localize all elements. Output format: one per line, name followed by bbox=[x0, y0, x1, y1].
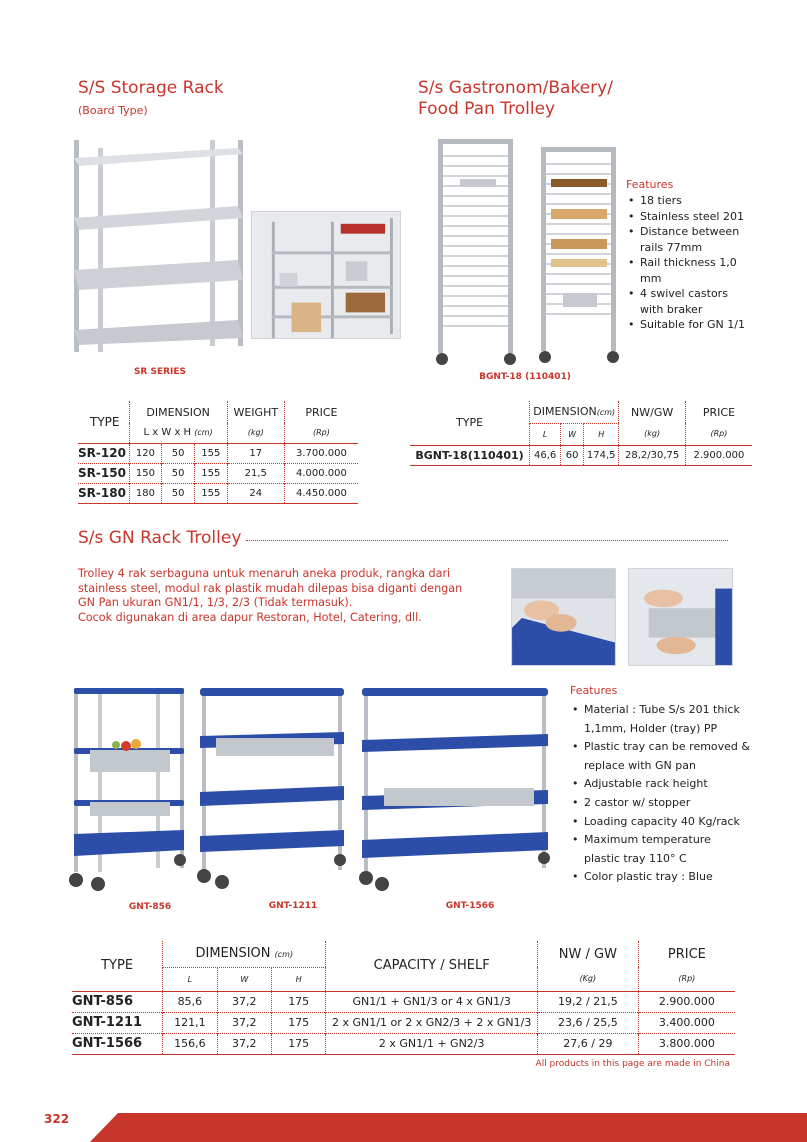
gnt-l-header: L bbox=[163, 967, 217, 991]
gnt-row-nwgw: 19,2 / 21,5 bbox=[537, 991, 638, 1012]
description-line: GN Pan ukuran GN1/1, 1/3, 2/3 (Tidak termasuk). bbox=[78, 596, 353, 609]
gnt-dimension-unit: (cm) bbox=[274, 950, 294, 960]
table-row bbox=[410, 445, 752, 465]
gn-rack-features bbox=[570, 684, 750, 887]
feature-item: • Suitable for GN 1/1 bbox=[626, 317, 746, 333]
gn-rack-features-title: Features bbox=[570, 684, 618, 697]
storage-rack-image bbox=[70, 140, 248, 352]
description-line: Trolley 4 rak serbaguna untuk menaruh aneka produk, rangka dari bbox=[78, 567, 451, 580]
gnt-price-header: PRICE bbox=[638, 941, 735, 967]
gnt-h-header: H bbox=[271, 967, 325, 991]
gastronom-table bbox=[410, 401, 752, 466]
bgnt-nwgw-unit: (kg) bbox=[619, 423, 686, 445]
sr-row-l: 120 bbox=[129, 443, 162, 463]
sr-row-w: 50 bbox=[162, 463, 195, 483]
gnt-row-capacity: 2 x GN1/1 or 2 x GN2/3 + 2 x GN1/3 bbox=[326, 1012, 538, 1033]
gnt-row-capacity: 2 x GN1/1 + GN2/3 bbox=[326, 1033, 538, 1054]
sr-weight-header: WEIGHT bbox=[227, 401, 284, 423]
feature-item: • 2 castor w/ stopper bbox=[570, 794, 750, 813]
sr-row-l: 150 bbox=[129, 463, 162, 483]
gnt-row-type: GNT-1566 bbox=[72, 1036, 143, 1051]
bgnt-type-header: TYPE bbox=[456, 416, 484, 430]
page-number: 322 bbox=[44, 1112, 70, 1126]
description-line: stainless steel, modul rak plastik mudah dilepas bisa diganti dengan bbox=[78, 581, 463, 595]
bgnt-h-header: H bbox=[584, 423, 619, 445]
feature-item: • Rail thickness 1,0 mm bbox=[626, 255, 746, 286]
gnt-row-h: 175 bbox=[271, 1033, 325, 1054]
gnt-row-l: 156,6 bbox=[163, 1033, 217, 1054]
gastronom-caption: BGNT-18 (110401) bbox=[479, 372, 571, 382]
sr-row-price: 3.700.000 bbox=[284, 443, 358, 463]
trolley-image-loaded bbox=[537, 143, 621, 365]
sr-row-h: 155 bbox=[194, 463, 227, 483]
footer-bar bbox=[90, 1113, 807, 1142]
gnt-row-h: 175 bbox=[271, 1012, 325, 1033]
table-row bbox=[78, 443, 358, 463]
table-row bbox=[72, 1012, 735, 1033]
sr-row-price: 4.000.000 bbox=[284, 463, 358, 483]
gnt-row-h: 175 bbox=[271, 991, 325, 1012]
sr-row-type: SR-150 bbox=[78, 466, 126, 480]
gn-rack-title: S/s GN Rack Trolley bbox=[78, 528, 242, 548]
bgnt-dimension-header: DIMENSION bbox=[533, 405, 597, 419]
description-line: Cocok digunakan di area dapur Restoran, Hotel, Catering, dll. bbox=[78, 610, 422, 624]
sr-dimension-unit: (cm) bbox=[194, 428, 213, 438]
gnt-856-caption: GNT-856 bbox=[128, 902, 172, 912]
sr-row-price: 4.450.000 bbox=[284, 483, 358, 503]
feature-item: • 4 swivel castors with braker bbox=[626, 286, 746, 317]
sr-dimension-sub: L x W x H bbox=[143, 427, 192, 439]
feature-item: • 18 tiers bbox=[626, 193, 746, 209]
sr-row-type: SR-180 bbox=[78, 486, 126, 500]
storage-rack-caption: SR SERIES bbox=[133, 367, 187, 377]
feature-item: • Plastic tray can be removed & replace with GN pan bbox=[570, 738, 750, 775]
bgnt-price-header: PRICE bbox=[685, 401, 752, 423]
gnt-row-capacity: GN1/1 + GN1/3 or 4 x GN1/3 bbox=[326, 991, 538, 1012]
bgnt-row-type: BGNT-18(110401) bbox=[415, 448, 524, 462]
gastronom-features bbox=[626, 178, 746, 333]
gastronom-title bbox=[418, 78, 613, 120]
sr-row-weight: 24 bbox=[227, 483, 284, 503]
gnt-1211-caption: GNT-1211 bbox=[268, 901, 318, 911]
sr-row-h: 155 bbox=[194, 483, 227, 503]
gn-rack-photo-gn-pan bbox=[628, 568, 733, 666]
gnt-row-l: 85,6 bbox=[163, 991, 217, 1012]
bgnt-row-price: 2.900.000 bbox=[685, 445, 752, 465]
sr-price-unit: (Rp) bbox=[284, 423, 358, 443]
bgnt-l-header: L bbox=[530, 423, 561, 445]
feature-item: • Distance between rails 77mm bbox=[626, 224, 746, 255]
sr-row-weight: 17 bbox=[227, 443, 284, 463]
gnt-row-l: 121,1 bbox=[163, 1012, 217, 1033]
feature-item: • Material : Tube S/s 201 thick 1,1mm, Holder (tray) PP bbox=[570, 701, 750, 738]
sr-dimension-header: DIMENSION bbox=[129, 401, 227, 423]
gnt-row-price: 3.800.000 bbox=[638, 1033, 735, 1054]
gnt-capacity-header: CAPACITY / SHELF bbox=[326, 941, 538, 991]
sr-type-header: TYPE bbox=[90, 414, 120, 429]
bgnt-w-header: W bbox=[561, 423, 584, 445]
table-row bbox=[72, 1033, 735, 1054]
gnt-1566-caption: GNT-1566 bbox=[445, 901, 495, 911]
feature-item: • Adjustable rack height bbox=[570, 775, 750, 794]
bgnt-dimension-unit: (cm) bbox=[596, 408, 616, 418]
gnt-row-nwgw: 27,6 / 29 bbox=[537, 1033, 638, 1054]
gn-rack-table bbox=[72, 941, 735, 1055]
gnt-row-w: 37,2 bbox=[217, 1033, 271, 1054]
sr-price-header: PRICE bbox=[284, 401, 358, 423]
table-row bbox=[72, 991, 735, 1012]
gnt-row-w: 37,2 bbox=[217, 991, 271, 1012]
gnt-row-price: 2.900.000 bbox=[638, 991, 735, 1012]
table-row bbox=[78, 463, 358, 483]
bgnt-row-nwgw: 28,2/30,75 bbox=[619, 445, 686, 465]
gnt-nwgw-header: NW / GW bbox=[537, 941, 638, 967]
gnt-type-header: TYPE bbox=[72, 941, 163, 991]
sr-row-w: 50 bbox=[162, 443, 195, 463]
feature-item: • Loading capacity 40 Kg/rack bbox=[570, 813, 750, 832]
sr-row-type: SR-120 bbox=[78, 446, 126, 460]
bgnt-row-w: 60 bbox=[561, 445, 584, 465]
gn-rack-description bbox=[78, 567, 498, 625]
gnt-1566-image bbox=[358, 684, 552, 894]
gnt-1211-image bbox=[196, 684, 348, 892]
storage-rack-table bbox=[78, 401, 358, 504]
sr-weight-unit: (kg) bbox=[227, 423, 284, 443]
bgnt-row-l: 46,6 bbox=[530, 445, 561, 465]
gnt-row-nwgw: 23,6 / 25,5 bbox=[537, 1012, 638, 1033]
gnt-dimension-header: DIMENSION bbox=[195, 946, 271, 962]
sr-row-weight: 21,5 bbox=[227, 463, 284, 483]
sr-row-l: 180 bbox=[129, 483, 162, 503]
sr-row-h: 155 bbox=[194, 443, 227, 463]
feature-item: • Maximum temperature plastic tray 110° C bbox=[570, 831, 750, 868]
gastronom-title-line1: S/s Gastronom/Bakery/ bbox=[418, 78, 613, 98]
bgnt-row-h: 174,5 bbox=[584, 445, 619, 465]
gn-rack-title-rule bbox=[246, 540, 728, 541]
table-row bbox=[78, 483, 358, 503]
gnt-row-type: GNT-856 bbox=[72, 994, 134, 1009]
storage-rack-subtitle: (Board Type) bbox=[78, 104, 148, 117]
gnt-row-price: 3.400.000 bbox=[638, 1012, 735, 1033]
bgnt-nwgw-header: NW/GW bbox=[619, 401, 686, 423]
feature-item: • Color plastic tray : Blue bbox=[570, 868, 750, 887]
trolley-image-empty bbox=[432, 135, 520, 367]
footnote: All products in this page are made in China bbox=[535, 1059, 730, 1069]
gastronom-features-title: Features bbox=[626, 178, 674, 191]
storage-rack-usage-image bbox=[251, 211, 401, 339]
bgnt-price-unit: (Rp) bbox=[685, 423, 752, 445]
gnt-row-type: GNT-1211 bbox=[72, 1015, 143, 1030]
storage-rack-title: S/S Storage Rack bbox=[78, 78, 224, 98]
gastronom-title-line2: Food Pan Trolley bbox=[418, 99, 556, 119]
feature-item: • Stainless steel 201 bbox=[626, 209, 746, 225]
gnt-nwgw-unit: (Kg) bbox=[537, 967, 638, 991]
gnt-row-w: 37,2 bbox=[217, 1012, 271, 1033]
gnt-856-image bbox=[68, 684, 190, 894]
gnt-price-unit: (Rp) bbox=[638, 967, 735, 991]
gnt-w-header: W bbox=[217, 967, 271, 991]
gn-rack-photo-tray-removal bbox=[511, 568, 616, 666]
sr-row-w: 50 bbox=[162, 483, 195, 503]
